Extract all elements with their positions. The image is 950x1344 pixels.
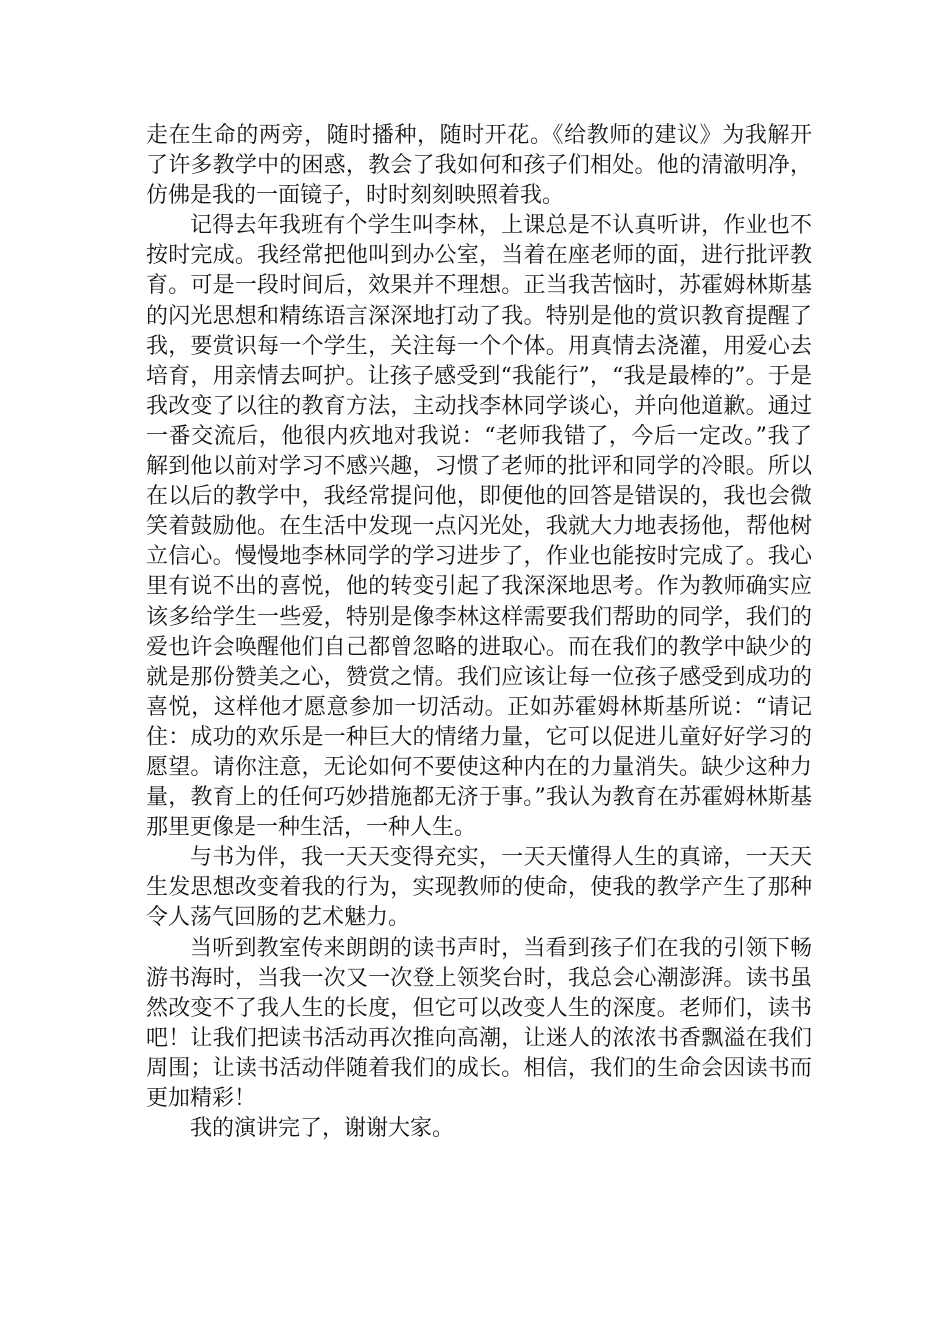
paragraph-li-lin-story: 记得去年我班有个学生叫李林，上课总是不认真听讲，作业也不按时完成。我经常把他叫到办公室，当着在座老师的面，进行批评教育。可是一段时间后，效果并不理想。正当我苦恼时，苏霍姆林斯基的闪光思想和精练语言深深地打动了我。特别是他的赏识教育提醒了我，要赏识每一个学生，关注每一个个体。用真情去浇灌，用爱心去培育，用亲情去呵护。让孩子感受到“我能行”，“我是最棒的”。于是我改变了以往的教育方法，主动找李林同学谈心，并向他道歉。通过一番交流后，他很内疚地对我说：“老师我错了，今后一定改。”我了解到他以前对学习不感兴趣，习惯了老师的批评和同学的冷眼。所以在以后的教学中，我经常提问他，即便他的回答是错误的，我也会微笑着鼓励他。在生活中发现一点闪光处，我就大力地表扬他，帮他树立信心。慢慢地李林同学的学习进步了，作业也能按时完成了。我心里有说不出的喜悦，他的转变引起了我深深地思考。作为教师确实应该多给学生一些爱，特别是像李林这样需要我们帮助的同学，我们的爱也许会唤醒他们自己都曾忽略的进取心。而在我们的教学中缺少的就是那份赞美之心，赞赏之情。我们应该让每一位孩子感受到成功的喜悦，这样他才愿意参加一切活动。正如苏霍姆林斯基所说：“请记住：成功的欢乐是一种巨大的情绪力量，它可以促进儿童好好学习的愿望。请你注意，无论如何不要使这种内在的力量消失。缺少这种力量，教育上的任何巧妙措施都无济于事。”我认为教育在苏霍姆林斯基那里更像是一种生活，一种人生。 [146, 213, 812, 841]
document-body [146, 121, 812, 1144]
paragraph-closing: 我的演讲完了，谢谢大家。 [190, 1116, 455, 1142]
paragraph-call-to-read: 当听到教室传来朗朗的读书声时，当看到孩子们在我的引领下畅游书海时，当我一次又一次登上领奖台时，我总会心潮澎湃。读书虽然改变不了我人生的长度，但它可以改变人生的深度。老师们，读书吧！让我们把读书活动再次推向高潮，让迷人的浓浓书香飘溢在我们周围；让读书活动伴随着我们的成长。相信，我们的生命会因读书而更加精彩！ [146, 935, 812, 1111]
paragraph-continuation: 走在生命的两旁，随时播种，随时开花。《给教师的建议》为我解开了许多教学中的困惑，教会了我如何和孩子们相处。他的清澈明净，仿佛是我的一面镜子，时时刻刻映照着我。 [146, 123, 812, 209]
paragraph-books-companion: 与书为伴，我一天天变得充实，一天天懂得人生的真谛，一天天生发思想改变着我的行为，实现教师的使命，使我的教学产生了那种令人荡气回肠的艺术魅力。 [146, 845, 812, 931]
